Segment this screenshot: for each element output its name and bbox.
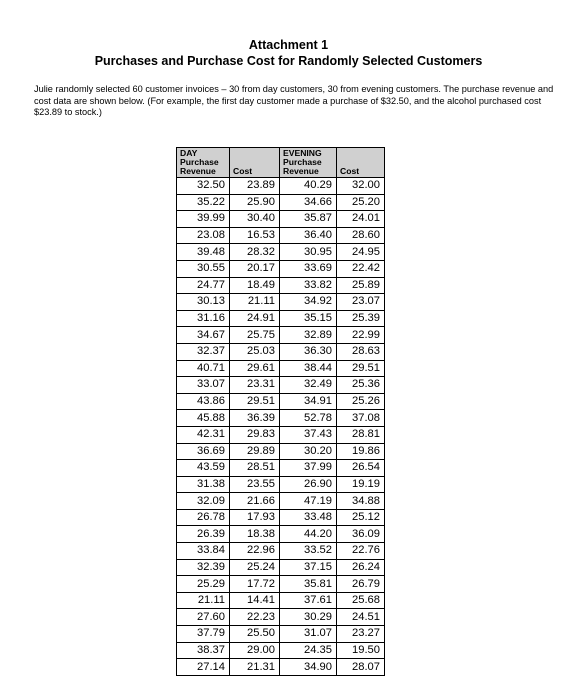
evening-revenue-cell: 35.87	[280, 211, 337, 228]
evening-cost-cell: 25.12	[337, 509, 385, 526]
header-day-cost	[230, 148, 280, 178]
day-revenue-cell: 34.67	[177, 327, 230, 344]
evening-revenue-cell: 34.90	[280, 659, 337, 676]
day-cost-cell: 21.11	[230, 294, 280, 311]
header-evening-label: EVENING	[283, 148, 322, 158]
day-cost-cell: 29.51	[230, 393, 280, 410]
evening-revenue-cell: 44.20	[280, 526, 337, 543]
evening-cost-cell: 19.86	[337, 443, 385, 460]
day-revenue-cell: 32.50	[177, 178, 230, 195]
evening-revenue-cell: 32.49	[280, 377, 337, 394]
day-revenue-cell: 21.11	[177, 592, 230, 609]
day-cost-cell: 29.00	[230, 642, 280, 659]
evening-cost-cell: 25.26	[337, 393, 385, 410]
day-cost-cell: 29.61	[230, 360, 280, 377]
day-cost-cell: 23.55	[230, 476, 280, 493]
table-row	[177, 509, 385, 526]
evening-cost-cell: 28.07	[337, 659, 385, 676]
evening-revenue-cell: 36.40	[280, 227, 337, 244]
intro-paragraph: Julie randomly selected 60 customer invoices – 30 from day customers, 30 from evening customers. The purchase revenue and cost data are shown below. (For example, the first day customer made a purchase of $32.50, and the alcohol purchased cost $23.89 to stock.)	[34, 84, 554, 117]
table-row	[177, 493, 385, 510]
evening-revenue-cell: 36.30	[280, 343, 337, 360]
evening-cost-cell: 22.99	[337, 327, 385, 344]
table-row	[177, 310, 385, 327]
header-evening-cost	[337, 148, 385, 178]
day-revenue-cell: 32.39	[177, 559, 230, 576]
evening-cost-cell: 25.68	[337, 592, 385, 609]
evening-cost-cell: 25.36	[337, 377, 385, 394]
header-evening-cost-label: Cost	[340, 166, 360, 176]
evening-cost-cell: 19.19	[337, 476, 385, 493]
day-cost-cell: 24.91	[230, 310, 280, 327]
day-revenue-cell: 38.37	[177, 642, 230, 659]
evening-revenue-cell: 37.15	[280, 559, 337, 576]
table-row	[177, 410, 385, 427]
evening-revenue-cell: 38.44	[280, 360, 337, 377]
evening-revenue-cell: 52.78	[280, 410, 337, 427]
day-cost-cell: 29.83	[230, 426, 280, 443]
evening-revenue-cell: 37.99	[280, 460, 337, 477]
day-revenue-cell: 33.84	[177, 543, 230, 560]
evening-revenue-cell: 33.48	[280, 509, 337, 526]
day-revenue-cell: 32.37	[177, 343, 230, 360]
table-row	[177, 460, 385, 477]
day-revenue-cell: 35.22	[177, 194, 230, 211]
table-row	[177, 360, 385, 377]
day-cost-cell: 16.53	[230, 227, 280, 244]
evening-revenue-cell: 24.35	[280, 642, 337, 659]
day-cost-cell: 23.89	[230, 178, 280, 195]
day-cost-cell: 21.31	[230, 659, 280, 676]
table-row	[177, 277, 385, 294]
table-row	[177, 476, 385, 493]
table-row	[177, 244, 385, 261]
evening-cost-cell: 22.42	[337, 260, 385, 277]
evening-cost-cell: 26.79	[337, 576, 385, 593]
evening-revenue-cell: 34.92	[280, 294, 337, 311]
day-revenue-cell: 39.48	[177, 244, 230, 261]
table-row	[177, 659, 385, 676]
evening-cost-cell: 22.76	[337, 543, 385, 560]
day-cost-cell: 23.31	[230, 377, 280, 394]
evening-revenue-cell: 31.07	[280, 626, 337, 643]
day-cost-cell: 25.50	[230, 626, 280, 643]
day-revenue-cell: 32.09	[177, 493, 230, 510]
day-revenue-cell: 37.79	[177, 626, 230, 643]
day-revenue-cell: 23.08	[177, 227, 230, 244]
evening-cost-cell: 25.20	[337, 194, 385, 211]
table-row	[177, 609, 385, 626]
day-revenue-cell: 26.78	[177, 509, 230, 526]
document-title: Attachment 1	[248, 38, 329, 52]
purchase-table	[176, 147, 385, 676]
evening-cost-cell: 28.60	[337, 227, 385, 244]
day-cost-cell: 28.51	[230, 460, 280, 477]
day-revenue-cell: 39.99	[177, 211, 230, 228]
evening-revenue-cell: 35.15	[280, 310, 337, 327]
evening-revenue-cell: 37.43	[280, 426, 337, 443]
day-revenue-cell: 30.13	[177, 294, 230, 311]
day-revenue-cell: 36.69	[177, 443, 230, 460]
table-row	[177, 194, 385, 211]
header-day-revenue	[177, 148, 230, 178]
day-revenue-cell: 33.07	[177, 377, 230, 394]
day-revenue-cell: 27.14	[177, 659, 230, 676]
table-row	[177, 178, 385, 195]
evening-cost-cell: 37.08	[337, 410, 385, 427]
evening-revenue-cell: 30.20	[280, 443, 337, 460]
header-day-revenue-line1: Purchase	[180, 157, 219, 167]
day-revenue-cell: 45.88	[177, 410, 230, 427]
day-revenue-cell: 43.59	[177, 460, 230, 477]
table-header-row	[177, 148, 385, 178]
day-cost-cell: 17.93	[230, 509, 280, 526]
table-row	[177, 211, 385, 228]
table-row	[177, 543, 385, 560]
evening-cost-cell: 26.24	[337, 559, 385, 576]
evening-cost-cell: 25.39	[337, 310, 385, 327]
header-evening-revenue-line1: Purchase	[283, 157, 322, 167]
evening-cost-cell: 24.01	[337, 211, 385, 228]
table-row	[177, 526, 385, 543]
day-revenue-cell: 31.38	[177, 476, 230, 493]
evening-cost-cell: 25.89	[337, 277, 385, 294]
day-cost-cell: 25.75	[230, 327, 280, 344]
table-row	[177, 443, 385, 460]
table-row	[177, 642, 385, 659]
day-cost-cell: 21.66	[230, 493, 280, 510]
table-row	[177, 576, 385, 593]
header-evening-revenue-line2: Revenue	[283, 166, 319, 176]
header-evening-revenue	[280, 148, 337, 178]
day-cost-cell: 25.90	[230, 194, 280, 211]
day-revenue-cell: 43.86	[177, 393, 230, 410]
table-row	[177, 260, 385, 277]
table-row	[177, 393, 385, 410]
table-row	[177, 626, 385, 643]
evening-cost-cell: 24.51	[337, 609, 385, 626]
header-day-cost-label: Cost	[233, 166, 253, 176]
evening-revenue-cell: 26.90	[280, 476, 337, 493]
day-cost-cell: 25.03	[230, 343, 280, 360]
day-cost-cell: 18.38	[230, 526, 280, 543]
evening-cost-cell: 28.81	[337, 426, 385, 443]
day-revenue-cell: 27.60	[177, 609, 230, 626]
evening-revenue-cell: 33.69	[280, 260, 337, 277]
day-revenue-cell: 24.77	[177, 277, 230, 294]
day-revenue-cell: 31.16	[177, 310, 230, 327]
table-row	[177, 592, 385, 609]
table-row	[177, 426, 385, 443]
day-revenue-cell: 42.31	[177, 426, 230, 443]
day-cost-cell: 22.96	[230, 543, 280, 560]
day-cost-cell: 18.49	[230, 277, 280, 294]
header-day-label: DAY	[180, 148, 198, 158]
day-cost-cell: 25.24	[230, 559, 280, 576]
evening-cost-cell: 26.54	[337, 460, 385, 477]
evening-revenue-cell: 47.19	[280, 493, 337, 510]
evening-revenue-cell: 30.29	[280, 609, 337, 626]
table-row	[177, 327, 385, 344]
evening-revenue-cell: 35.81	[280, 576, 337, 593]
day-cost-cell: 28.32	[230, 244, 280, 261]
day-cost-cell: 29.89	[230, 443, 280, 460]
table-row	[177, 343, 385, 360]
evening-revenue-cell: 30.95	[280, 244, 337, 261]
header-day-revenue-line2: Revenue	[180, 166, 216, 176]
evening-cost-cell: 28.63	[337, 343, 385, 360]
evening-cost-cell: 23.27	[337, 626, 385, 643]
evening-cost-cell: 24.95	[337, 244, 385, 261]
evening-revenue-cell: 34.66	[280, 194, 337, 211]
evening-cost-cell: 32.00	[337, 178, 385, 195]
day-revenue-cell: 26.39	[177, 526, 230, 543]
day-cost-cell: 36.39	[230, 410, 280, 427]
evening-cost-cell: 29.51	[337, 360, 385, 377]
day-cost-cell: 20.17	[230, 260, 280, 277]
table-row	[177, 294, 385, 311]
evening-cost-cell: 23.07	[337, 294, 385, 311]
day-cost-cell: 17.72	[230, 576, 280, 593]
evening-revenue-cell: 37.61	[280, 592, 337, 609]
day-revenue-cell: 40.71	[177, 360, 230, 377]
day-cost-cell: 30.40	[230, 211, 280, 228]
evening-revenue-cell: 40.29	[280, 178, 337, 195]
day-cost-cell: 22.23	[230, 609, 280, 626]
day-revenue-cell: 30.55	[177, 260, 230, 277]
table-row	[177, 377, 385, 394]
evening-cost-cell: 34.88	[337, 493, 385, 510]
day-cost-cell: 14.41	[230, 592, 280, 609]
evening-revenue-cell: 33.82	[280, 277, 337, 294]
day-revenue-cell: 25.29	[177, 576, 230, 593]
evening-cost-cell: 19.50	[337, 642, 385, 659]
table-row	[177, 559, 385, 576]
table-row	[177, 227, 385, 244]
evening-revenue-cell: 34.91	[280, 393, 337, 410]
document-subtitle: Purchases and Purchase Cost for Randomly Selected Customers	[94, 54, 483, 68]
evening-cost-cell: 36.09	[337, 526, 385, 543]
evening-revenue-cell: 33.52	[280, 543, 337, 560]
evening-revenue-cell: 32.89	[280, 327, 337, 344]
